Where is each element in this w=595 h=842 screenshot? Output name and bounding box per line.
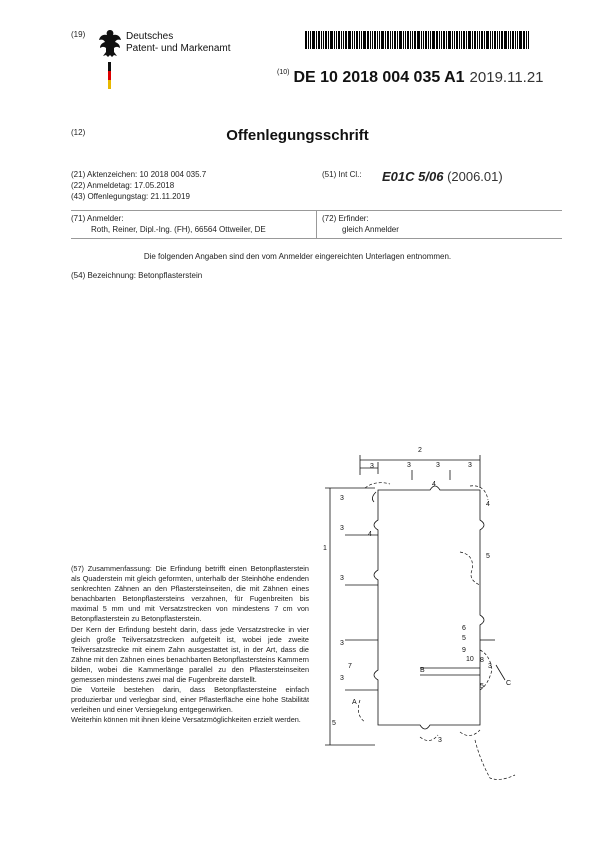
code-19: (19): [71, 30, 86, 39]
barcode-bar: [354, 31, 355, 49]
barcode-bar: [528, 31, 529, 49]
barcode-bar: [517, 31, 518, 49]
barcode-bar: [407, 31, 409, 49]
barcode-bar: [321, 31, 322, 49]
barcode-bar: [308, 31, 309, 49]
figure-label: 3: [340, 525, 344, 532]
barcode-bar: [338, 31, 340, 49]
figure-label: B: [420, 667, 425, 674]
parties-box: [71, 210, 562, 239]
designation: (54) Bezeichnung: Betonpflasterstein: [71, 271, 203, 280]
barcode-bar: [479, 31, 480, 49]
figure-label: 3: [340, 575, 344, 582]
barcode-bar: [381, 31, 384, 49]
abstract-paragraph: (57) Zusammenfassung: Die Erfindung betrifft einen Betonpflasterstein als Quaderstein mit gleich geformten, unterhalb der Steinhöhe endenden senkrechten Zähnen an den Pflastersteinseiten, die mit Zähnen eines benachbarten Betonpflastersteins verzahnen, für Fugenbreiten bis maximal 5 mm und mit Versatzstrecken von mindestens 7 cm von Betonpflasterstein zu Betonpflasterstein.: [71, 564, 309, 624]
figure-label: 9: [462, 647, 466, 654]
barcode-bar: [461, 31, 462, 49]
barcode-bar: [456, 31, 458, 49]
barcode-bar: [394, 31, 396, 49]
barcode-bar: [508, 31, 509, 49]
barcode-bar: [515, 31, 516, 49]
barcode-bar: [490, 31, 491, 49]
abstract-paragraph: Die Vorteile bestehen darin, dass Betonpflastersteine einfach produzierbar und verlegbar sind, einer Pflasterfläche eine hohe Stabilität verleihen und einer Versiegelung entgegenwirken.: [71, 685, 309, 715]
barcode-bar: [334, 31, 335, 49]
document-type-title: Offenlegungsschrift: [226, 127, 369, 144]
barcode-bar: [436, 31, 438, 49]
figure-label: 10: [466, 656, 474, 663]
publication-number: DE 10 2018 004 035 A1: [293, 69, 465, 86]
barcode-bar: [305, 31, 307, 49]
barcode-bar: [463, 31, 465, 49]
barcode-bar: [343, 31, 344, 49]
figure-label: A: [352, 699, 357, 706]
figure-label: 1: [323, 545, 327, 552]
barcode-bar: [484, 31, 485, 49]
barcode-bar: [417, 31, 420, 49]
barcode-bar: [443, 31, 445, 49]
barcode-bar: [370, 31, 371, 49]
filing-date: (22) Anmeldetag: 17.05.2018: [71, 181, 175, 190]
figure-label: 3: [340, 495, 344, 502]
pub-code: (10): [277, 69, 290, 76]
int-cl-label: (51) Int Cl.:: [322, 170, 362, 179]
barcode-bar: [330, 31, 333, 49]
abstract: [71, 564, 309, 726]
figure-label: 3: [340, 640, 344, 647]
barcode-bar: [428, 31, 429, 49]
barcode-bar: [501, 31, 503, 49]
applicant-name: Roth, Reiner, Dipl.-Ing. (FH), 66564 Ottweiler, DE: [91, 225, 266, 234]
figure-label: 5: [332, 720, 336, 727]
barcode-bar: [526, 31, 527, 49]
barcode-bar: [348, 31, 351, 49]
barcode-bar: [374, 31, 376, 49]
barcode-bar: [412, 31, 413, 49]
barcode-bar: [392, 31, 393, 49]
barcode-bar: [492, 31, 493, 49]
barcode-bar: [328, 31, 329, 49]
barcode-bar: [387, 31, 389, 49]
code-12: (12): [71, 128, 86, 137]
file-number: (21) Aktenzeichen: 10 2018 004 035.7: [71, 170, 207, 179]
figure-label: 3: [468, 462, 472, 469]
figure-label: 4: [432, 481, 436, 488]
figure-label: 8: [480, 657, 484, 664]
barcode-bar: [361, 31, 362, 49]
publication-date-line: (43) Offenlegungstag: 21.11.2019: [71, 192, 190, 201]
figure-label: 7: [348, 663, 352, 670]
patent-drawing: [320, 440, 520, 785]
barcode-bar: [472, 31, 473, 49]
barcode-bar: [379, 31, 380, 49]
barcode-bar: [497, 31, 498, 49]
figure-label: 3: [436, 462, 440, 469]
barcode-bar: [341, 31, 342, 49]
barcode-bar: [310, 31, 311, 49]
barcode-bar: [405, 31, 406, 49]
barcode-bar: [425, 31, 427, 49]
barcode-bar: [423, 31, 424, 49]
inventor-label: (72) Erfinder:: [322, 214, 369, 223]
barcode-bar: [499, 31, 500, 49]
inventor-name: gleich Anmelder: [342, 225, 399, 234]
figure-label: C: [506, 680, 512, 687]
barcode-bar: [454, 31, 455, 49]
barcode-bar: [421, 31, 422, 49]
barcode-bar: [403, 31, 404, 49]
barcode-bar: [446, 31, 447, 49]
barcode-bar: [352, 31, 353, 49]
barcode-bar: [523, 31, 525, 49]
figure-label: 3: [370, 463, 374, 470]
barcode-bar: [468, 31, 471, 49]
figure-label: 3: [488, 663, 492, 670]
abstract-paragraph: Der Kern der Erfindung besteht darin, dass jede Versatzstrecke in vier gleich große Teilversatzstrecken aufgeteilt ist, wobei jede zweite Teilversatzstrecke mit einem Zahn ausgestattet ist, in der Art, dass die Zähne mit den Zähnen eines benachbarten Betonpflastersteins Kammern bilden, wobei die Kammerlänge parallel zu den Pflastersteinseiten gemessen mindestens zwei mal die Fugenbreite darstellt.: [71, 624, 309, 685]
barcode-bar: [385, 31, 386, 49]
barcode-bar: [312, 31, 315, 49]
barcode-bar: [452, 31, 453, 49]
barcode-bar: [459, 31, 460, 49]
barcode-bar: [345, 31, 347, 49]
barcode-bar: [336, 31, 337, 49]
applicant-label: (71) Anmelder:: [71, 214, 124, 223]
barcode-bar: [504, 31, 507, 49]
barcode-bar: [318, 31, 320, 49]
barcode-bar: [367, 31, 369, 49]
barcode: [305, 31, 551, 49]
barcode-bar: [486, 31, 489, 49]
barcode-bar: [359, 31, 360, 49]
figure-label: 5: [462, 635, 466, 642]
figure-label: 4: [368, 531, 372, 538]
office-name-line2: Patent- und Markenamt: [126, 43, 231, 54]
barcode-bar: [481, 31, 483, 49]
barcode-bar: [390, 31, 391, 49]
office-name-line1: Deutsches: [126, 31, 174, 42]
barcode-bar: [474, 31, 476, 49]
barcode-bar: [494, 31, 496, 49]
barcode-bar: [510, 31, 511, 49]
figure-label: 3: [407, 462, 411, 469]
figure-label: 3: [340, 675, 344, 682]
publication-date: 2019.11.21: [469, 69, 544, 86]
figure-label: 6: [462, 625, 466, 632]
barcode-bar: [316, 31, 317, 49]
barcode-bar: [430, 31, 431, 49]
publication-number-line: [277, 69, 544, 87]
barcode-bar: [432, 31, 435, 49]
figure-label: 2: [418, 447, 422, 454]
barcode-bar: [325, 31, 327, 49]
barcode-bar: [399, 31, 402, 49]
abstract-paragraph: Weiterhin können mit ihnen kleine Versatzmöglichkeiten erzielt werden.: [71, 715, 301, 725]
barcode-bar: [439, 31, 440, 49]
barcode-bar: [512, 31, 514, 49]
figure-label: 3: [438, 737, 442, 744]
figure-label: 4: [486, 501, 490, 508]
barcode-bar: [519, 31, 522, 49]
barcode-bar: [372, 31, 373, 49]
applicant-note: Die folgenden Angaben sind den vom Anmelder eingereichten Unterlagen entnommen.: [143, 252, 452, 261]
barcode-bar: [466, 31, 467, 49]
int-cl-code: E01C 5/06: [382, 169, 444, 184]
int-cl-version: (2006.01): [447, 169, 503, 184]
barcode-bar: [414, 31, 416, 49]
barcode-bar: [356, 31, 358, 49]
barcode-bar: [323, 31, 324, 49]
federal-eagle-logo: [97, 28, 123, 90]
figure-label: 5: [486, 553, 490, 560]
barcode-bar: [377, 31, 378, 49]
figure-label: 5: [480, 683, 484, 690]
barcode-bar: [410, 31, 411, 49]
barcode-bar: [441, 31, 442, 49]
barcode-bar: [448, 31, 451, 49]
barcode-bar: [363, 31, 366, 49]
barcode-bar: [477, 31, 478, 49]
barcode-bar: [397, 31, 398, 49]
